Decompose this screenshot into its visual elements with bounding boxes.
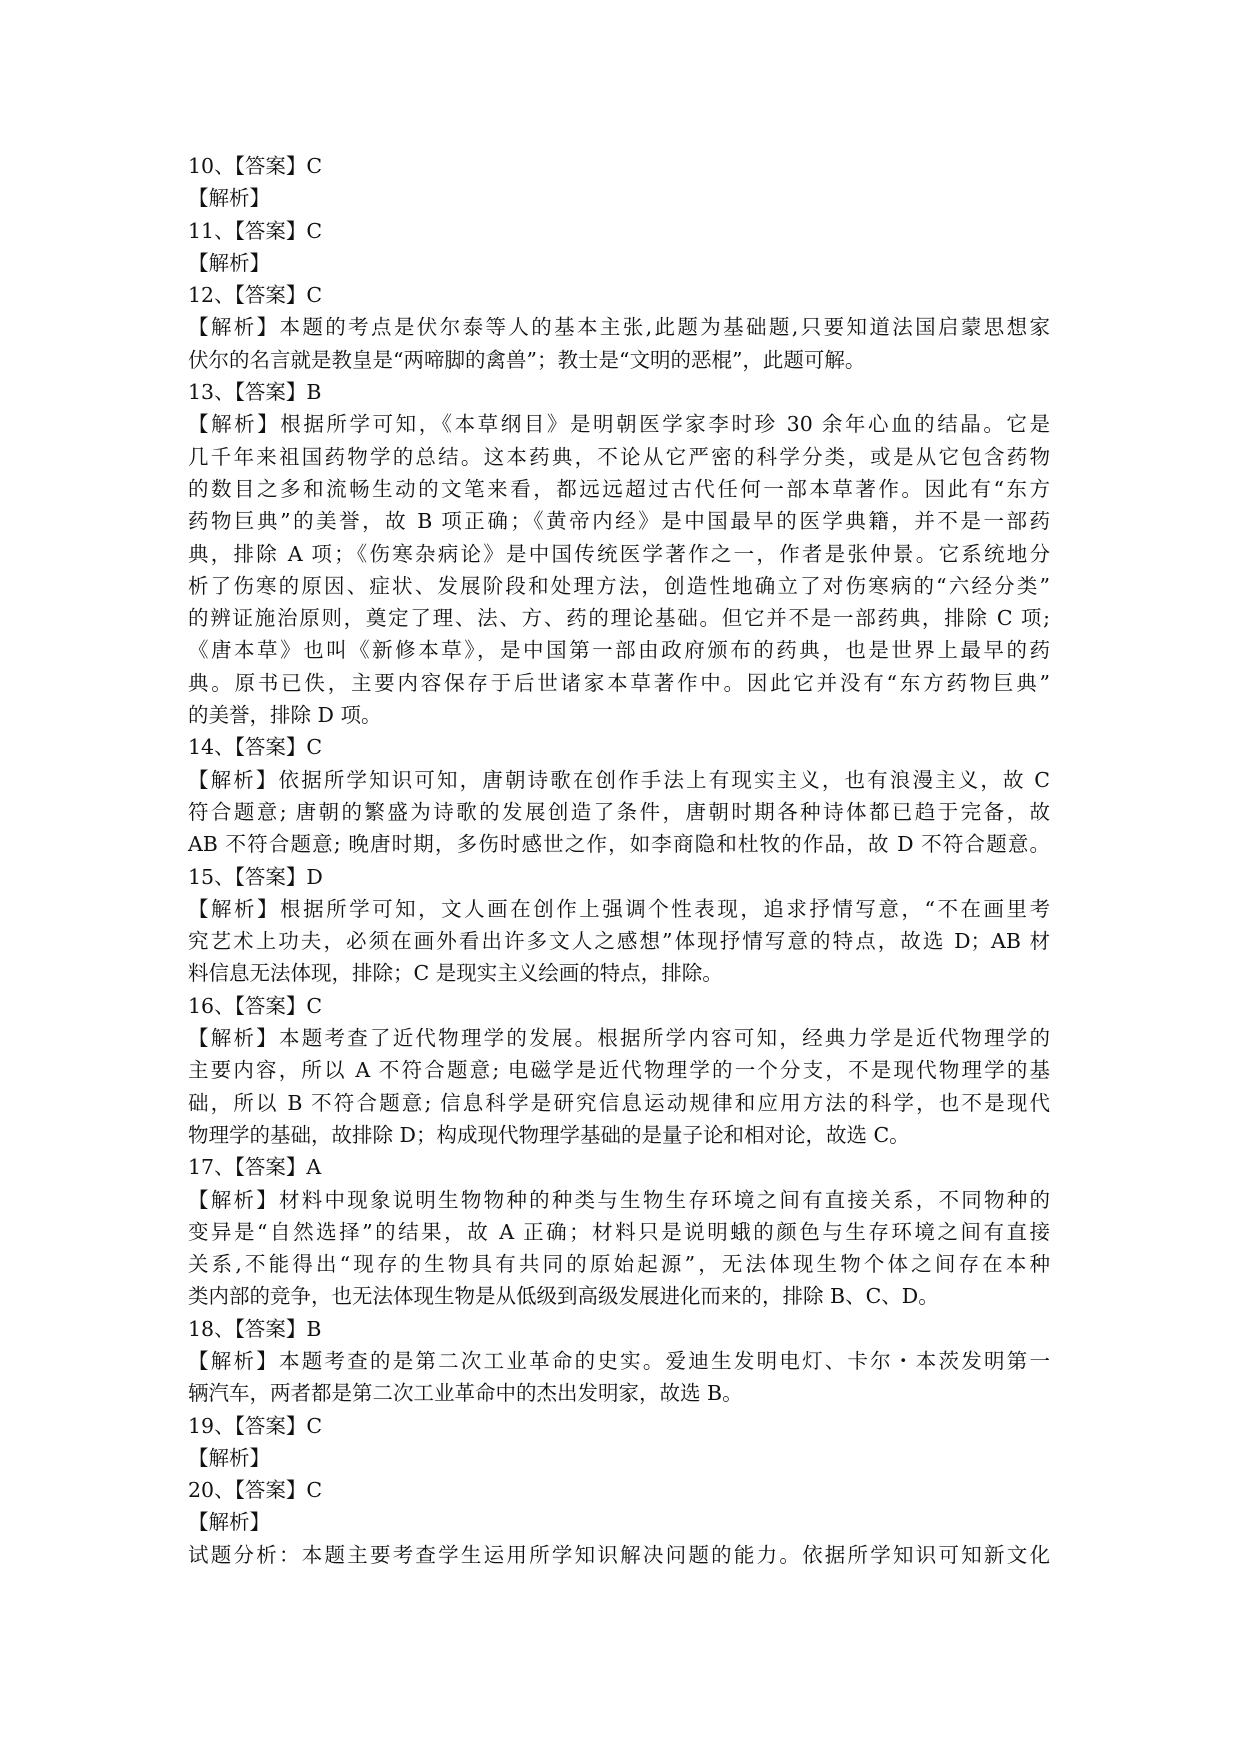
text-line: 【解析】 [188,1510,270,1535]
document-body [188,150,1050,1571]
text-line: 究艺术上功夫，必须在画外看出许多文人之感想”体现抒情写意的特点，故选 D；AB 材 [188,929,1050,954]
text-line: 17、【答案】A [188,1155,322,1180]
text-line: 15、【答案】D [188,864,323,889]
text-line: 13、【答案】B [188,380,322,405]
text-line: 【解析】 [188,250,270,275]
text-line: 12、【答案】C [188,283,323,308]
text-line: 主要内容，所以 A 不符合题意; 电磁学是近代物理学的一个分支，不是现代物理学的基 [188,1058,1050,1083]
text-line: 18、【答案】B [188,1316,322,1341]
text-line: 11、【答案】C [188,218,323,243]
text-line: 【解析】 [188,186,270,211]
text-line: 料信息无法体现，排除；C 是现实主义绘画的特点，排除。 [188,961,723,986]
text-line: 【解析】根据所学可知，《本草纲目》是明朝医学家李时珍 30 余年心血的结晶。它是 [188,412,1050,437]
text-line: 【解析】依据所学知识可知，唐朝诗歌在创作手法上有现实主义，也有浪漫主义，故 C [188,767,1050,792]
text-line: 变异是“自然选择”的结果，故 A 正确；材料只是说明蛾的颜色与生存环境之间有直接 [188,1219,1050,1244]
text-line: 伏尔的名言就是教皇是“两啼脚的禽兽”；教士是“文明的恶棍”，此题可解。 [188,347,866,372]
text-line: 20、【答案】C [188,1478,323,1503]
text-line: 【解析】本题考查了近代物理学的发展。根据所学内容可知，经典力学是近代物理学的 [188,1026,1050,1051]
text-line: 础，所以 B 不符合题意; 信息科学是研究信息运动规律和应用方法的科学，也不是现代 [188,1090,1050,1115]
text-line: 的数目之多和流畅生动的文笔来看，都远远超过古代任何一部本草著作。因此有“东方 [188,476,1050,501]
text-line: 几千年来祖国药物学的总结。这本药典，不论从它严密的科学分类，或是从它包含药物 [188,444,1050,469]
text-line: 14、【答案】C [188,735,323,760]
text-line: 典。原书已佚，主要内容保存于后世诸家本草著作中。因此它并没有“东方药物巨典” [188,670,1050,695]
text-line: 【解析】本题考查的是第二次工业革命的史实。爱迪生发明电灯、卡尔・本茨发明第一 [188,1348,1050,1373]
text-line: 辆汽车，两者都是第二次工业革命中的杰出发明家，故选 B。 [188,1381,743,1406]
text-line: 物理学的基础，故排除 D；构成现代物理学基础的是量子论和相对论，故选 C。 [188,1122,910,1147]
text-line: 的辨证施治原则，奠定了理、法、方、药的理论基础。但它并不是一部药典，排除 C 项; [188,606,1050,631]
text-line: 符合题意; 唐朝的繁盛为诗歌的发展创造了条件，唐朝时期各种诗体都已趋于完备，故 [188,799,1050,824]
text-line: 16、【答案】C [188,993,323,1018]
text-line: 析了伤寒的原因、症状、发展阶段和处理方法，创造性地确立了对伤寒病的“六经分类” [188,573,1050,598]
text-line: 【解析】本题的考点是伏尔泰等人的基本主张,此题为基础题,只要知道法国启蒙思想家 [188,315,1050,340]
text-line: 药物巨典”的美誉，故 B 项正确；《黄帝内经》是中国最早的医学典籍，并不是一部药 [188,509,1050,534]
text-line: 《唐本草》也叫《新修本草》，是中国第一部由政府颁布的药典，也是世界上最早的药 [188,638,1050,663]
text-line: 关系,不能得出“现存的生物具有共同的原始起源”，无法体现生物个体之间存在本种 [188,1252,1050,1277]
text-line: 的美誉，排除 D 项。 [188,703,382,728]
text-line: 19、【答案】C [188,1413,323,1438]
text-line: AB 不符合题意; 晚唐时期，多伤时感世之作，如李商隐和杜牧的作品，故 D 不符合题意。 [188,832,1050,857]
text-line: 【解析】根据所学可知，文人画在创作上强调个性表现，追求抒情写意，“不在画里考 [188,896,1050,921]
text-line: 类内部的竞争，也无法体现生物是从低级到高级发展进化而来的，排除 B、C、D。 [188,1284,939,1309]
text-line: 【解析】 [188,1445,270,1470]
text-line: 典，排除 A 项；《伤寒杂病论》是中国传统医学著作之一，作者是张仲景。它系统地分 [188,541,1050,566]
text-line: 【解析】材料中现象说明生物物种的种类与生物生存环境之间有直接关系，不同物种的 [188,1187,1050,1212]
text-line: 10、【答案】C [188,154,323,178]
text-line: 试题分析：本题主要考查学生运用所学知识解决问题的能力。依据所学知识可知新文化 [188,1542,1050,1567]
